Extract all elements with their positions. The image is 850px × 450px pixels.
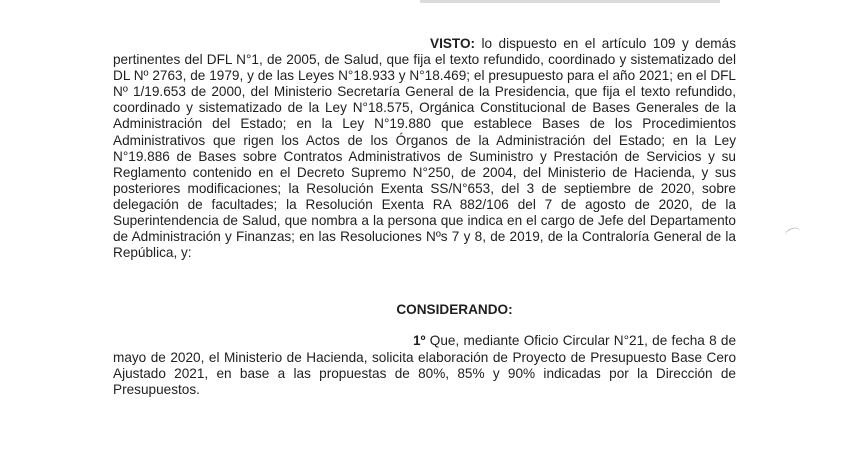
margin-pen-mark [784, 226, 803, 241]
visto-label: VISTO: [430, 36, 476, 51]
item-number: 1º [413, 333, 426, 349]
visto-paragraph [113, 36, 736, 261]
item-text: Que, mediante Oficio Circular N°21, de fecha 8 de mayo de 2020, el Ministerio de Hacienda, solicita elaboración de Proyecto de Presupuesto Base Cero Ajustado 2021, en base a las propuestas de 80%, 85% y 90% indicadas por la Dirección de Presupuestos. [113, 333, 737, 397]
top-edge-line [420, 0, 720, 3]
considerando-heading: CONSIDERANDO: [396, 302, 513, 318]
visto-text: lo dispuesto en el artículo 109 y demás pertinentes del DFL N°1, de 2005, de Salud, que fija el texto refundido, coordinado y sistematizado del DL Nº 2763, de 1979, y de las Leyes N°18.933 y N°18.469; el presupuesto para el año 2021; en el DFL Nº 1/19.653 de 2000, del Ministerio Secretaría General de la Presidencia, que fija el texto refundido, coordinado y sistematizado de la Ley N°18.575, Orgánica Constitucional de Bases Generales de la Administración del Estado; en la Ley N°19.880 que establece Bases de los Procedimientos Administrativos que rigen los Actos de los Órganos de la Administración del Estado; en la Ley N°19.886 de Bases sobre Contratos Administrativos de Suministro y Prestación de Servicios y su Reglamento contenido en el Decreto Supremo N°250, de 2004, del Ministerio de Hacienda, y sus posteriores modificaciones; la Resolución Exenta SS/N°653, del 3 de septiembre de 2020, sobre delegación de facultades; la Resolución Exenta RA 882/106 del 7 de agosto de 2020, de la Superintendencia de Salud, que nombra a la persona que indica en el cargo de Jefe del Departamento de Administración y Finanzas; en las Resoluciones Nºs 7 y 8, de 2019, de la Contraloría General de la República, y: [113, 36, 736, 261]
considerando-item-1 [113, 333, 736, 397]
document-body [113, 36, 736, 398]
